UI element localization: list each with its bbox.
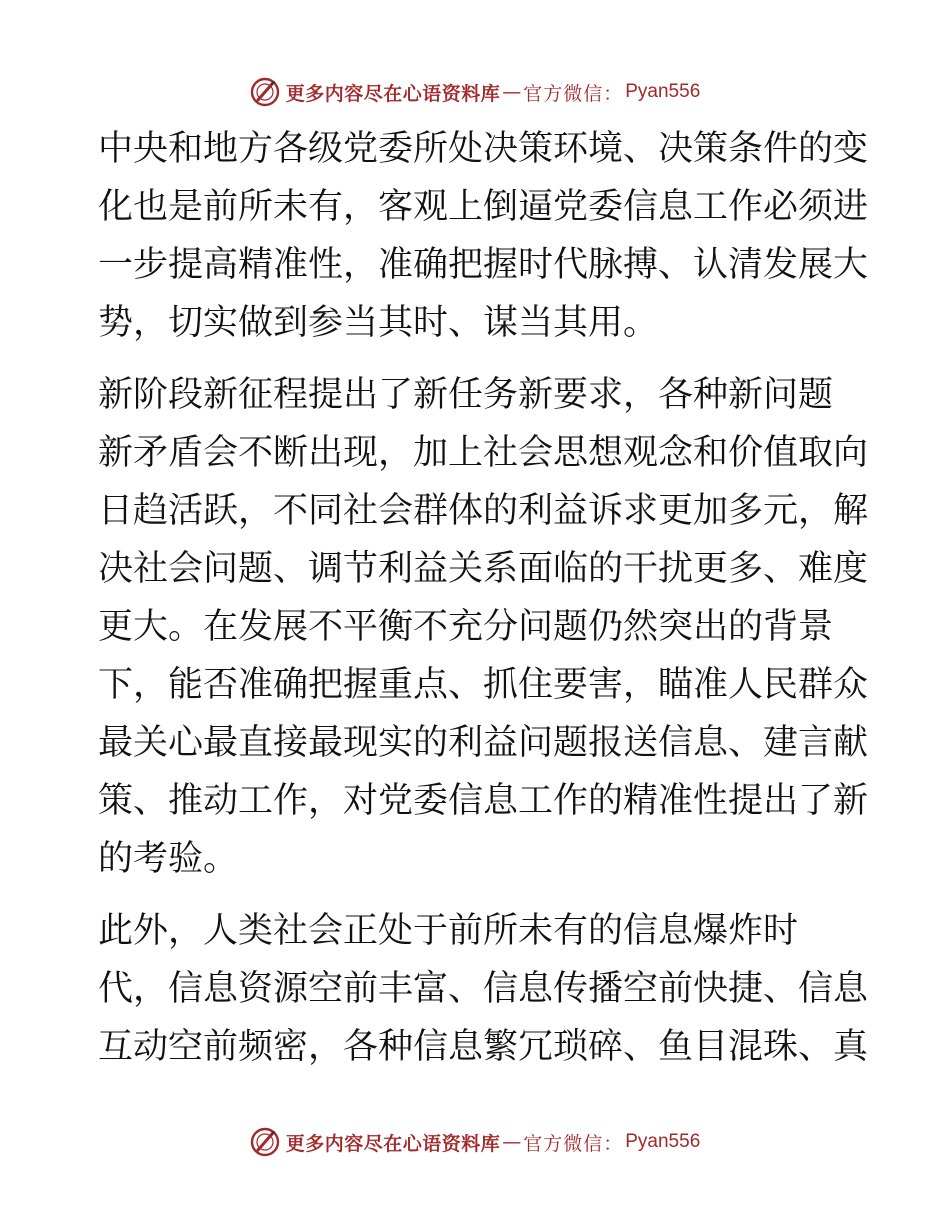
footer-wechat-id: Pyan556 [625,1131,701,1152]
brand-logo-icon [250,1127,280,1157]
text-line: 代，信息资源空前丰富、信息传播空前快捷、信息 [98,969,869,1009]
text-line: 此外，人类社会正处于前所未有的信息爆炸时 [98,911,799,951]
text-line: 最关心最直接最现实的利益问题报送信息、建言献 [98,723,869,763]
text-line: 的考验。 [98,839,239,879]
paragraph-gap [98,888,858,902]
paragraph-2 [98,366,869,888]
paragraph-3 [98,902,869,1076]
text-line: 互动空前频密，各种信息繁冗琐碎、鱼目混珠、真 [98,1027,869,1067]
header-separator: — [502,81,522,103]
footer-separator: — [502,1131,522,1153]
document-body [98,120,869,1076]
text-line: 中央和地方各级党委所处决策环境、决策条件的变 [98,129,869,169]
footer-wechat-label: 官方微信： [523,1132,624,1155]
text-line: 新阶段新征程提出了新任务新要求，各种新问题 [98,375,834,415]
text-line: 势，切实做到参当其时、谋当其用。 [98,303,659,343]
footer-banner [0,1122,950,1162]
header-wechat-id: Pyan556 [625,81,701,102]
text-line: 更大。在发展不平衡不充分问题仍然突出的背景 [98,607,834,647]
header-wechat-label: 官方微信： [523,82,624,105]
text-line: 下，能否准确把握重点、抓住要害，瞄准人民群众 [98,665,869,705]
paragraph-1 [98,120,869,352]
brand-logo-icon [250,77,280,107]
text-line: 策、推动工作，对党委信息工作的精准性提出了新 [98,781,869,821]
header-promo-text: 更多内容尽在心语资料库 [285,82,501,105]
text-line: 化也是前所未有，客观上倒逼党委信息工作必须进 [98,187,869,227]
text-line: 新矛盾会不断出现，加上社会思想观念和价值取向 [98,433,869,473]
paragraph-gap [98,352,858,366]
header-banner [0,72,950,112]
text-line: 决社会问题、调节利益关系面临的干扰更多、难度 [98,549,869,589]
text-line: 日趋活跃，不同社会群体的利益诉求更加多元，解 [98,491,869,531]
text-line: 一步提高精准性，准确把握时代脉搏、认清发展大 [98,245,869,285]
footer-promo-text: 更多内容尽在心语资料库 [285,1132,501,1155]
